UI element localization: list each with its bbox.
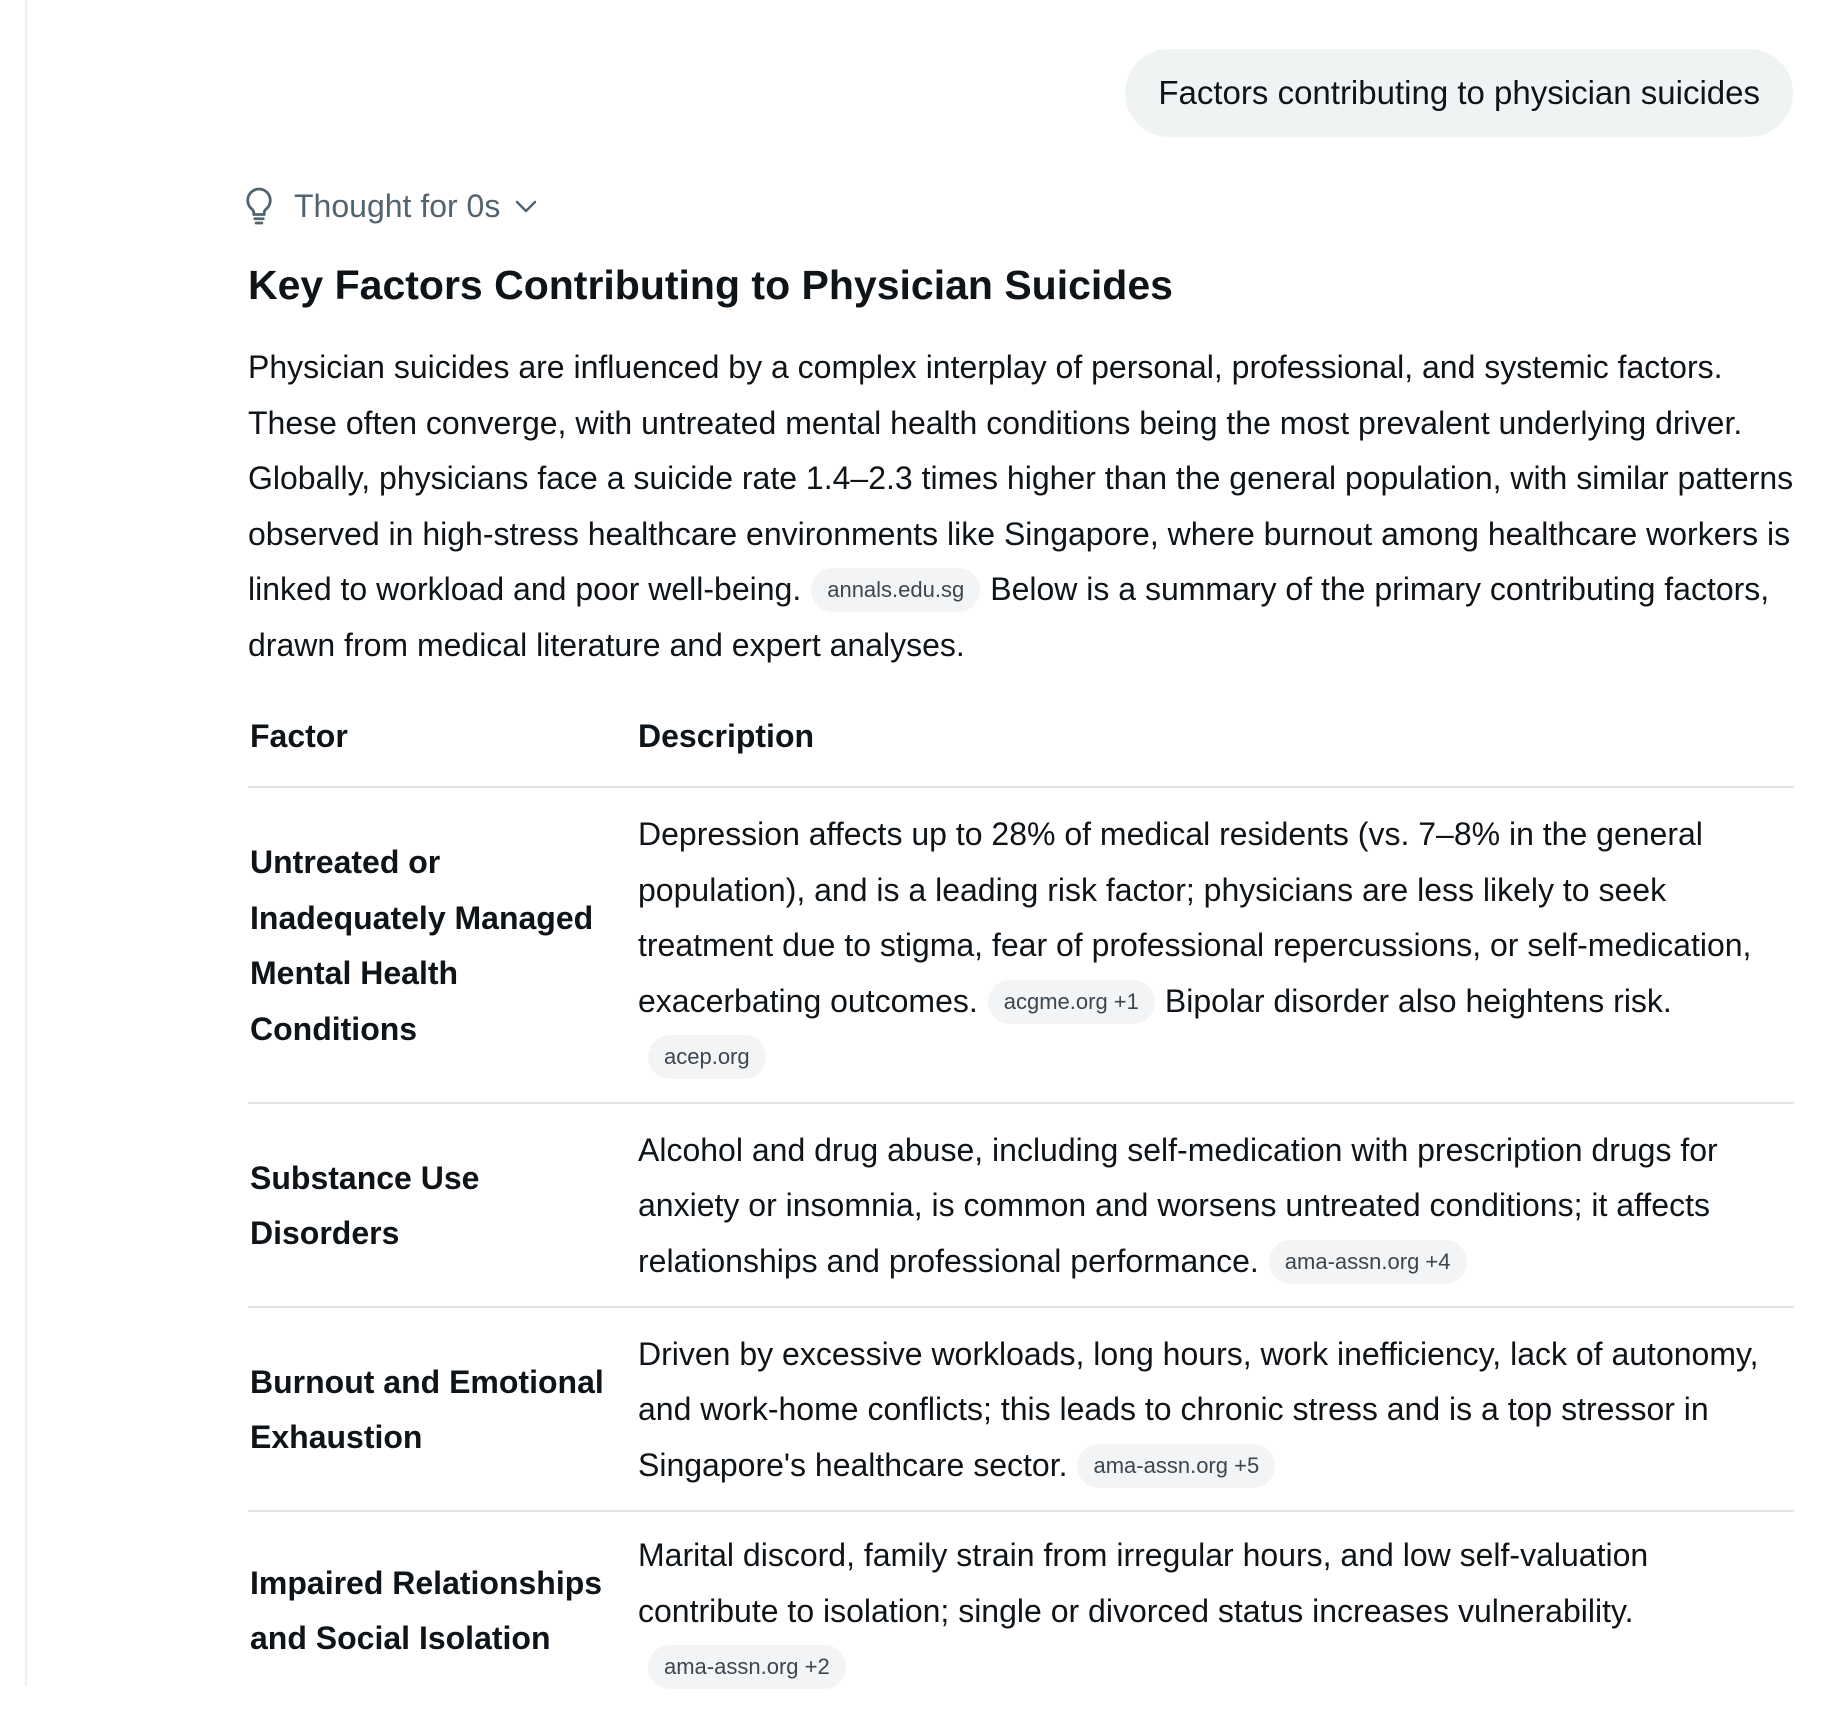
- table-row: [248, 1307, 1794, 1511]
- thought-toggle[interactable]: [242, 182, 540, 230]
- table-header-row: [248, 700, 1794, 787]
- intro-text: Physician suicides are influenced by a complex interplay of personal, professional, and systemic factors. These often converge, with untreated mental health conditions being the most prevalent underlying driver. Globally, physicians face a suicide rate 1.4–2.3 times higher than the general population, with similar patterns observed in high-stress healthcare environments like Singapore, where burnout among healthcare workers is linked to workload and poor well-being.: [248, 349, 1794, 607]
- column-header-description: Description: [636, 700, 1794, 787]
- response-intro: [248, 340, 1808, 673]
- citation-chip[interactable]: acep.org: [648, 1035, 766, 1079]
- table-row: [248, 1511, 1794, 1709]
- factor-cell: Impaired Relationships and Social Isolation: [250, 1564, 603, 1657]
- lightbulb-icon: [242, 186, 276, 226]
- description-text: Marital discord, family strain from irregular hours, and low self-valuation contribute to isolation; single or divorced status increases vulnerability.: [638, 1537, 1649, 1629]
- description-cell: [636, 1307, 1794, 1511]
- description-text: Alcohol and drug abuse, including self-medication with prescription drugs for anxiety or insomnia, is common and worsens untreated conditions; it affects relationships and professional performance.: [638, 1131, 1718, 1279]
- description-text: Driven by excessive workloads, long hours, work inefficiency, lack of autonomy, and work-home conflicts; this leads to chronic stress and is a top stressor in Singapore's healthcare sector.: [638, 1335, 1759, 1483]
- factor-cell: Burnout and Emotional Exhaustion: [248, 1307, 636, 1511]
- citation-chip[interactable]: ama-assn.org +4: [1269, 1240, 1467, 1284]
- table-row: [248, 787, 1794, 1103]
- description-cell: [636, 1511, 1794, 1709]
- response-title: Key Factors Contributing to Physician Suicides: [248, 262, 1173, 308]
- factor-cell: Untreated or Inadequately Managed Mental Health Conditions: [248, 787, 636, 1103]
- citation-chip[interactable]: acgme.org +1: [988, 980, 1155, 1024]
- citation-chip[interactable]: ama-assn.org +5: [1077, 1444, 1275, 1488]
- factors-table: [248, 700, 1794, 1709]
- table-row: [248, 1103, 1794, 1307]
- column-header-factor: Factor: [248, 700, 636, 787]
- intro-text-continued: Below is a summary of the primary contributing factors, drawn from medical literature and expert analyses.: [248, 571, 1770, 663]
- description-text: Bipolar disorder also heightens risk.: [1164, 982, 1672, 1019]
- thought-label: Thought for 0s: [294, 187, 501, 224]
- factor-cell: Substance Use Disorders: [248, 1103, 636, 1307]
- description-cell: [636, 1103, 1794, 1307]
- citation-chip[interactable]: ama-assn.org +2: [648, 1645, 846, 1689]
- citation-chip[interactable]: annals.edu.sg: [811, 568, 980, 612]
- description-text: Depression affects up to 28% of medical residents (vs. 7–8% in the general population), and is a leading risk factor; physicians are less likely to seek treatment due to stigma, fear of professional repercussions, or self-medication, exacerbating outcomes.: [638, 816, 1752, 1019]
- sidebar-divider: [25, 0, 27, 1686]
- chevron-down-icon: [512, 196, 540, 216]
- description-cell: [636, 787, 1794, 1103]
- user-message-bubble: Factors contributing to physician suicides: [1125, 49, 1793, 137]
